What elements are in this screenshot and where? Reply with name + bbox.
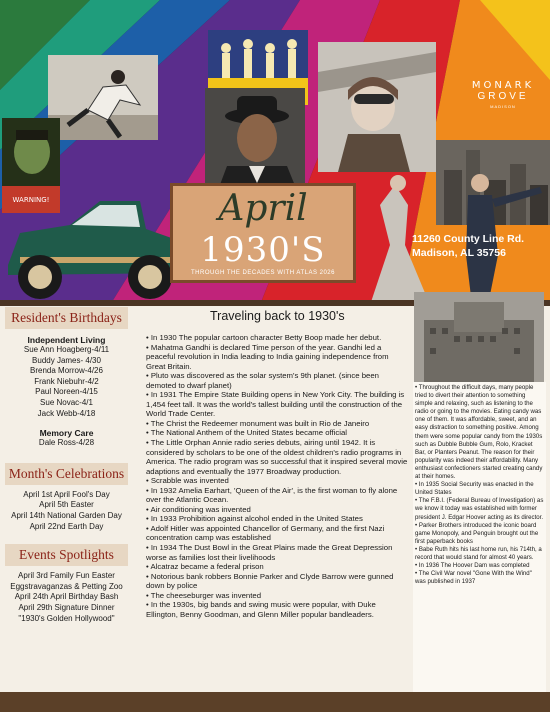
fact-item: • In 1930 The popular cartoon character Betty Boop made her debut.: [146, 333, 382, 342]
event-item: April 29th Signature Dinner: [18, 602, 115, 612]
fact-item: • Notorious bank robbers Bonnie Parker and Clyde Barrow were gunned down by police: [146, 571, 394, 591]
fact-item: • Alcatraz became a federal prison: [146, 562, 264, 572]
logo-line-2: GROVE: [477, 91, 529, 102]
title-year: 1930'S: [200, 230, 326, 270]
celebration-item: April 22nd Earth Day: [29, 521, 104, 531]
man-in-hat-photo: [205, 88, 305, 198]
celebrations-list: [5, 490, 128, 532]
birthday-item: Dale Ross-4/28: [38, 438, 95, 448]
fact-item: • Mahatma Gandhi is declared Time person of the year. Gandhi led a peaceful revolution in India leading to India gaining independence from Great Britain.: [146, 342, 389, 371]
memory-care-heading: Memory Care: [39, 428, 94, 439]
event-item: April 24th April Birthday Bash: [14, 592, 119, 602]
fact-item: • Scrabble was invented: [146, 476, 229, 486]
building-photo: [414, 292, 544, 382]
title-plaque: [170, 183, 356, 283]
fact-item: • The F.B.I. (Federal Bureau of Investigation) as we know it today was established with former president J. Edgar Hoover acting as its director.: [415, 497, 544, 521]
fact-item: • The National Anthem of the United States became official: [146, 428, 348, 438]
birthday-item: Buddy James- 4/30: [32, 355, 101, 365]
footer-band: [0, 692, 550, 712]
vintage-car-image: [0, 195, 185, 303]
birthday-item: Paul Noreen-4/15: [35, 387, 98, 397]
celebration-item: April 5th Easter: [39, 500, 94, 510]
birthdays-heading: Resident's Birthdays: [5, 307, 128, 329]
fact-item: • In 1936 The Hoover Dam was completed: [415, 562, 530, 570]
memory-list: [5, 438, 128, 449]
logo-line-1: MONARK: [471, 80, 535, 91]
birthday-item: Frank Niebuhr-4/2: [34, 376, 99, 386]
fact-item: • In the 1930s, big bands and swing music were popular, with Duke Ellington, Benny Goodman, and Glenn Miller popular bandleaders.: [146, 600, 376, 619]
fact-item: • Babe Ruth hits his last home run, his 714th, a record that would stand for almost 40 years.: [415, 545, 542, 561]
main-facts: [146, 333, 408, 619]
fact-item: • In 1933 Prohibition against alcohol ended in the United States: [146, 514, 363, 524]
monark-grove-logo: [448, 80, 550, 140]
birthday-item: Sue Ann Hoagberg-4/11: [23, 345, 110, 354]
hero-collage: [0, 0, 550, 305]
svg-text:WARNING!: WARNING!: [12, 196, 50, 204]
celebrations-heading: Month's Celebrations: [5, 463, 128, 485]
address-line-1: 11260 County Line Rd.: [412, 233, 525, 245]
fact-item: • The cheeseburger was invented: [146, 590, 262, 600]
events-heading: Events Spotlights: [5, 544, 128, 566]
fact-item: • In 1934 The Dust Bowl in the Great Plains made the Great Depression worse as families lost their livelihoods: [146, 543, 393, 562]
birthday-item: Jack Webb-4/18: [37, 408, 96, 418]
runner-photo: [48, 55, 158, 140]
main-title: Traveling back to 1930's: [210, 309, 345, 323]
fact-item: • In 1935 Social Security was enacted in the United States: [415, 481, 534, 497]
fact-item: • In 1932 Amelia Earhart, 'Queen of the Air', is the first woman to fly alone over the Atlantic Ocean.: [146, 485, 398, 505]
title-month: April: [218, 188, 308, 229]
address-line-2: Madison, AL 35756: [412, 247, 506, 259]
fact-item: • Throughout the difficult days, many people tried to divert their attention to something simple and relaxing, such as listening to the radio or going to the movies. Eating candy was one of them. It was affordable, sweet, and an easy distraction to something positive. Among them were some popular candy from the 1930s such as Dubble Bubble Gum, Rolo, Kracket Bar, or Planters Peanut. The reason for their popularity was indeed their affordability. Many enthusiast confectioners started creating candy at their homes.: [415, 384, 543, 481]
celebration-item: April 14th National Garden Day: [11, 510, 122, 520]
birthday-item: Sue Novac-4/1: [40, 397, 93, 407]
fact-item: • In 1931 The Empire State Building opens in New York City. The building is 1,454 feet tall. It was the world's tallest building until the construction of the World Trade Center.: [146, 390, 405, 419]
independent-living-heading: Independent Living: [27, 335, 106, 345]
sidebar: [5, 307, 128, 690]
event-item: Eggstravaganzas & Petting Zoo: [10, 581, 123, 591]
title-subtitle: THROUGH THE DECADES WITH ATLAS 2026: [191, 270, 335, 276]
fact-item: • Pluto was discovered as the solar system's 9th planet. (since been demoted to dwarf planet): [146, 371, 379, 390]
events-list: [5, 571, 128, 624]
logo-subtitle: MADISON: [490, 104, 516, 109]
independent-list: [5, 345, 128, 419]
birthday-item: Brenda Morrow-4/26: [30, 366, 103, 376]
aviator-photo: [318, 42, 436, 172]
fact-item: • Adolf Hitler was appointed Chancellor of Germany, and the first Nazi concentration camp was established: [146, 523, 385, 543]
right-facts: [413, 382, 546, 700]
fact-item: • The Christ the Redeemer monument was built in Rio de Janeiro: [146, 418, 370, 428]
fact-item: • Air conditioning was invented: [146, 504, 251, 514]
address: [412, 232, 524, 260]
celebration-item: April 1st April Fool's Day: [23, 489, 110, 499]
event-item: "1930's Golden Hollywood": [18, 613, 115, 623]
fact-item: • The Little Orphan Annie radio series debuts, airing until 1942. It is considered by scholars to be one of the oldest children's radio programs in America. The radio program was so successful that it inspired several movie adaptions and eventually the 1977 Broadway production.: [146, 438, 408, 476]
fact-item: • The Civil War novel "Gone With the Wind" was published in 1937: [415, 570, 532, 586]
fact-item: • Parker Brothers introduced the iconic board game Monopoly, and Penguin brought out the first paperback books: [415, 521, 539, 545]
event-item: April 3rd Family Fun Easter: [18, 571, 115, 581]
